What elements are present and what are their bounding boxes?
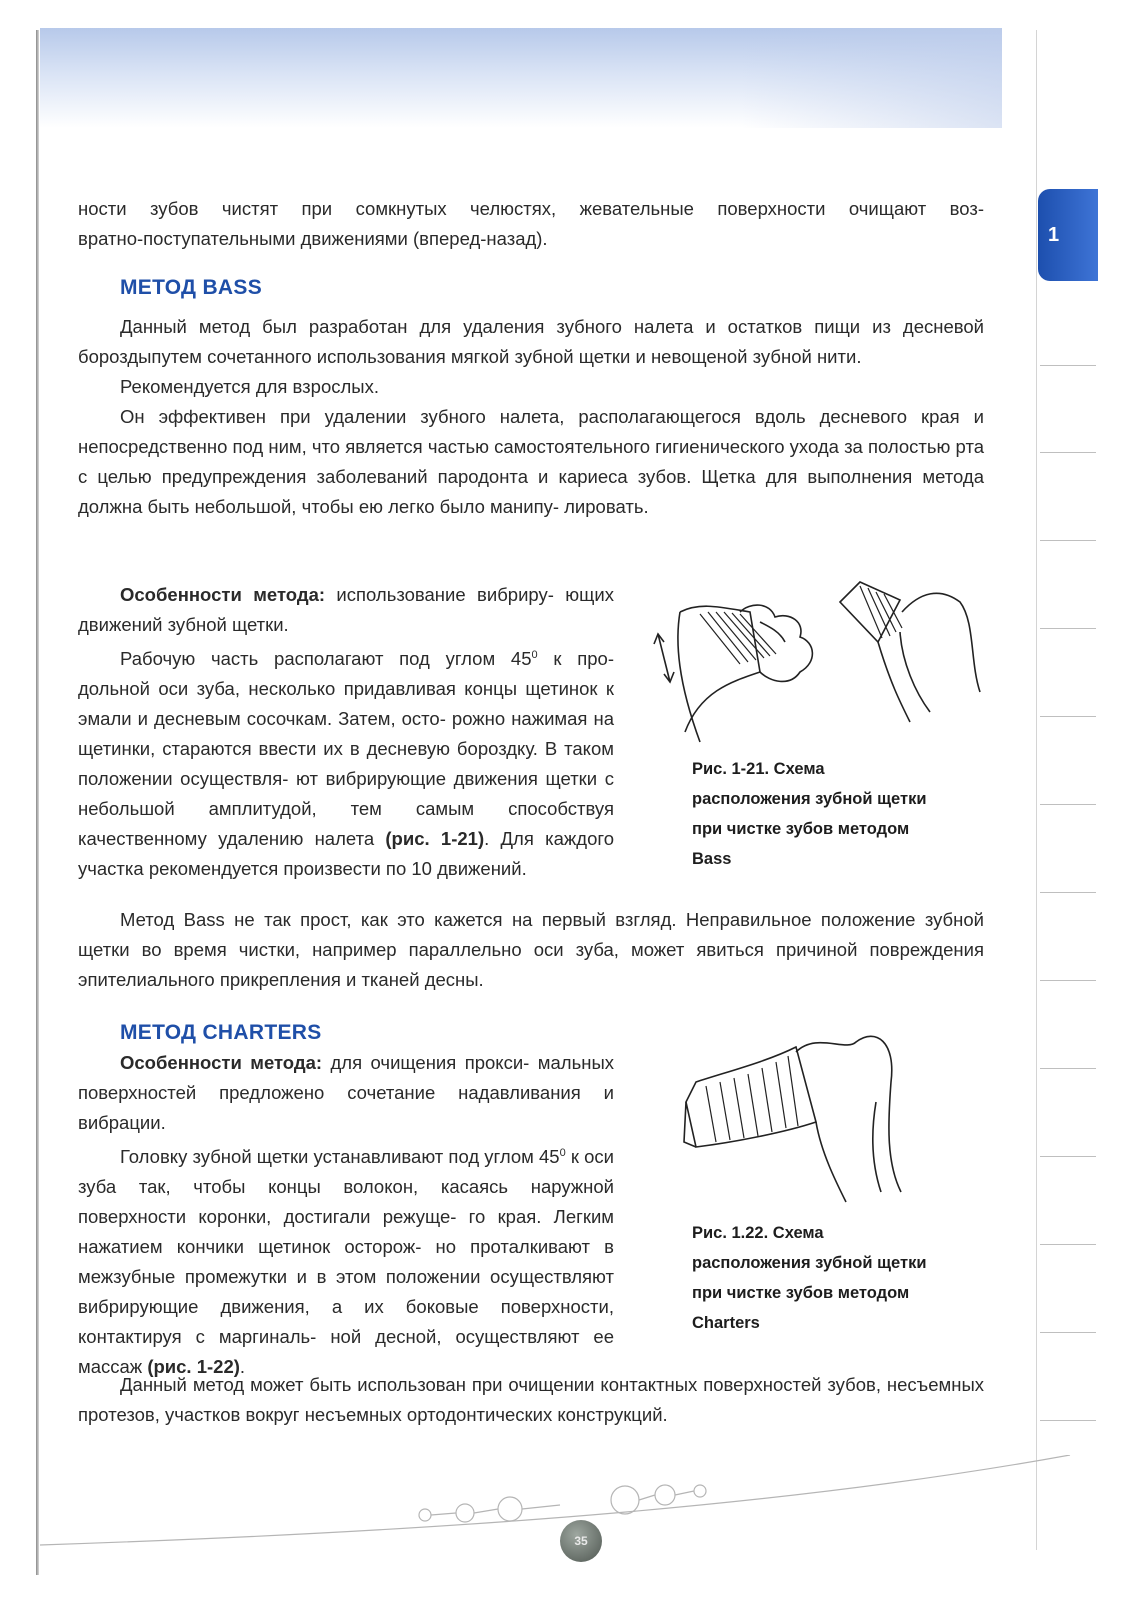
charters-p2-b: к оси зуба так, чтобы концы волокон, касаясь наружной поверхности коронки, достигали режуще- го края. Легким нажатием кончики щетинок осторож- но проталкивают в межзубные промежутки и в этом положении осуществляют вибрирующие движения, а их боковые поверхности, контактируя с маргиналь- ной десной, осуществляют ее массаж — [78, 1146, 615, 1378]
figure-ref-1-21[interactable]: (рис. 1-21) — [385, 828, 485, 850]
figure-caption-1-21 — [692, 754, 1012, 874]
caption-line: Bass — [692, 850, 732, 868]
charters-p2-a: Головку зубной щетки устанавливают под углом 45 — [120, 1146, 560, 1168]
caption-line: при чистке зубов методом — [692, 1284, 910, 1302]
tab-divider — [1040, 365, 1096, 366]
charters-features-text: для очищения прокси- мальных поверхностей предложено сочетание надавливания и вибрации. — [78, 1052, 614, 1133]
bass-paragraph-3: Он эффективен при удалении зубного налета, располагающегося вдоль десневого края и непосредственно под ним, что является частью самостоятельного гигиенического ухода за полостью рта с целью предупреждения заболеваний пародонта и кариеса зубов. Щетка для выполнения метода должна быть небольшой, чтобы ею легко было манипу- лировать. — [78, 406, 984, 517]
tab-divider — [1040, 1244, 1096, 1245]
tab-divider — [1040, 452, 1096, 453]
bass-closing-block — [78, 905, 984, 995]
bass-p5-b: к про- дольной оси зуба, несколько придавливая концы щетинок к эмали и десневым сосочкам. Затем, осто- рожно нажимая на щетинки, стараются ввести их в десневую бороздку. В таком положении осуществля- ют вибрирующие движения щетки с небольшой амплитудой, тем самым способствуя качественному удалению налета — [78, 648, 614, 850]
tab-divider — [1040, 540, 1096, 541]
tab-divider — [1040, 980, 1096, 981]
caption-line: Рис. 1.22. Схема — [692, 1224, 824, 1242]
caption-line: Charters — [692, 1314, 760, 1332]
figure-ref-1-22[interactable]: (рис. 1-22) — [147, 1356, 240, 1378]
caption-line: расположения зубной щетки — [692, 1254, 927, 1272]
tab-divider — [1040, 628, 1096, 629]
tab-divider — [1040, 892, 1096, 893]
caption-line: при чистке зубов методом — [692, 820, 910, 838]
degree-mark: 0 — [559, 1147, 566, 1159]
charters-p2-c: . — [239, 1356, 246, 1378]
bass-intro-block — [78, 312, 984, 522]
tab-divider — [1040, 804, 1096, 805]
caption-line: расположения зубной щетки — [692, 790, 927, 808]
degree-mark: 0 — [531, 649, 538, 661]
chapter-tab[interactable]: 1 — [1038, 189, 1098, 281]
bass-paragraph-2: Рекомендуется для взрослых. — [120, 376, 379, 397]
tab-divider — [1040, 1420, 1096, 1421]
toothbrush-bass-figure — [640, 572, 990, 752]
bass-features-text: использование вибриру- ющих движений зубной щетки. — [78, 584, 614, 635]
bass-p5-c: . Для каждого участка рекомендуется произвести по 10 движений. — [78, 828, 614, 880]
intro-text — [78, 194, 984, 254]
tab-divider — [1040, 716, 1096, 717]
page-edge — [36, 30, 39, 1575]
charters-paragraph-3: Данный метод может быть использован при очищении контактных поверхностей зубов, несъемных протезов, участков вокруг несъемных ортодонтических конструкций. — [78, 1374, 984, 1425]
page-number: 35 — [560, 1520, 602, 1562]
charters-method-block — [78, 1048, 614, 1382]
intro-line-1: ности зубов чистят при сомкнутых челюстях, жевательные поверхности очищают воз- — [78, 198, 984, 219]
intro-line-2: вратно-поступательными движениями (вперед-назад). — [78, 228, 548, 249]
section-heading-charters: МЕТОД CHARTERS — [120, 1021, 322, 1044]
charters-paragraph-2 — [78, 1138, 614, 1382]
tab-divider — [1040, 1332, 1096, 1333]
bass-features — [78, 580, 614, 640]
tab-divider — [1040, 1068, 1096, 1069]
charters-features — [78, 1048, 614, 1138]
charters-features-label: Особенности метода: — [120, 1052, 323, 1073]
section-heading-bass: МЕТОД BASS — [120, 276, 263, 299]
bass-paragraph-6: Метод Bass не так прост, как это кажется на первый взгляд. Неправильное положение зубной щетки во время чистки, например параллельно оси зуба, может явиться причиной повреждения эпителиального прикрепления и тканей десны. — [78, 909, 984, 990]
bass-features-label: Особенности метода: — [120, 584, 326, 605]
bass-p5-a: Рабочую часть располагают под углом 45 — [120, 648, 532, 670]
charters-closing-block — [78, 1370, 984, 1430]
caption-line: Рис. 1-21. Схема — [692, 760, 825, 778]
bass-method-block — [78, 580, 614, 884]
tab-divider — [1040, 1156, 1096, 1157]
bass-paragraph-5 — [78, 640, 614, 884]
bass-paragraph-1: Данный метод был разработан для удаления зубного налета и остатков пищи из десневой бороздыпутем сочетанного использования мягкой зубной щетки и невощеной зубной нити. — [78, 316, 984, 367]
header-band — [40, 28, 1002, 128]
figure-caption-1-22 — [692, 1218, 1012, 1338]
toothbrush-charters-figure — [676, 1022, 926, 1212]
